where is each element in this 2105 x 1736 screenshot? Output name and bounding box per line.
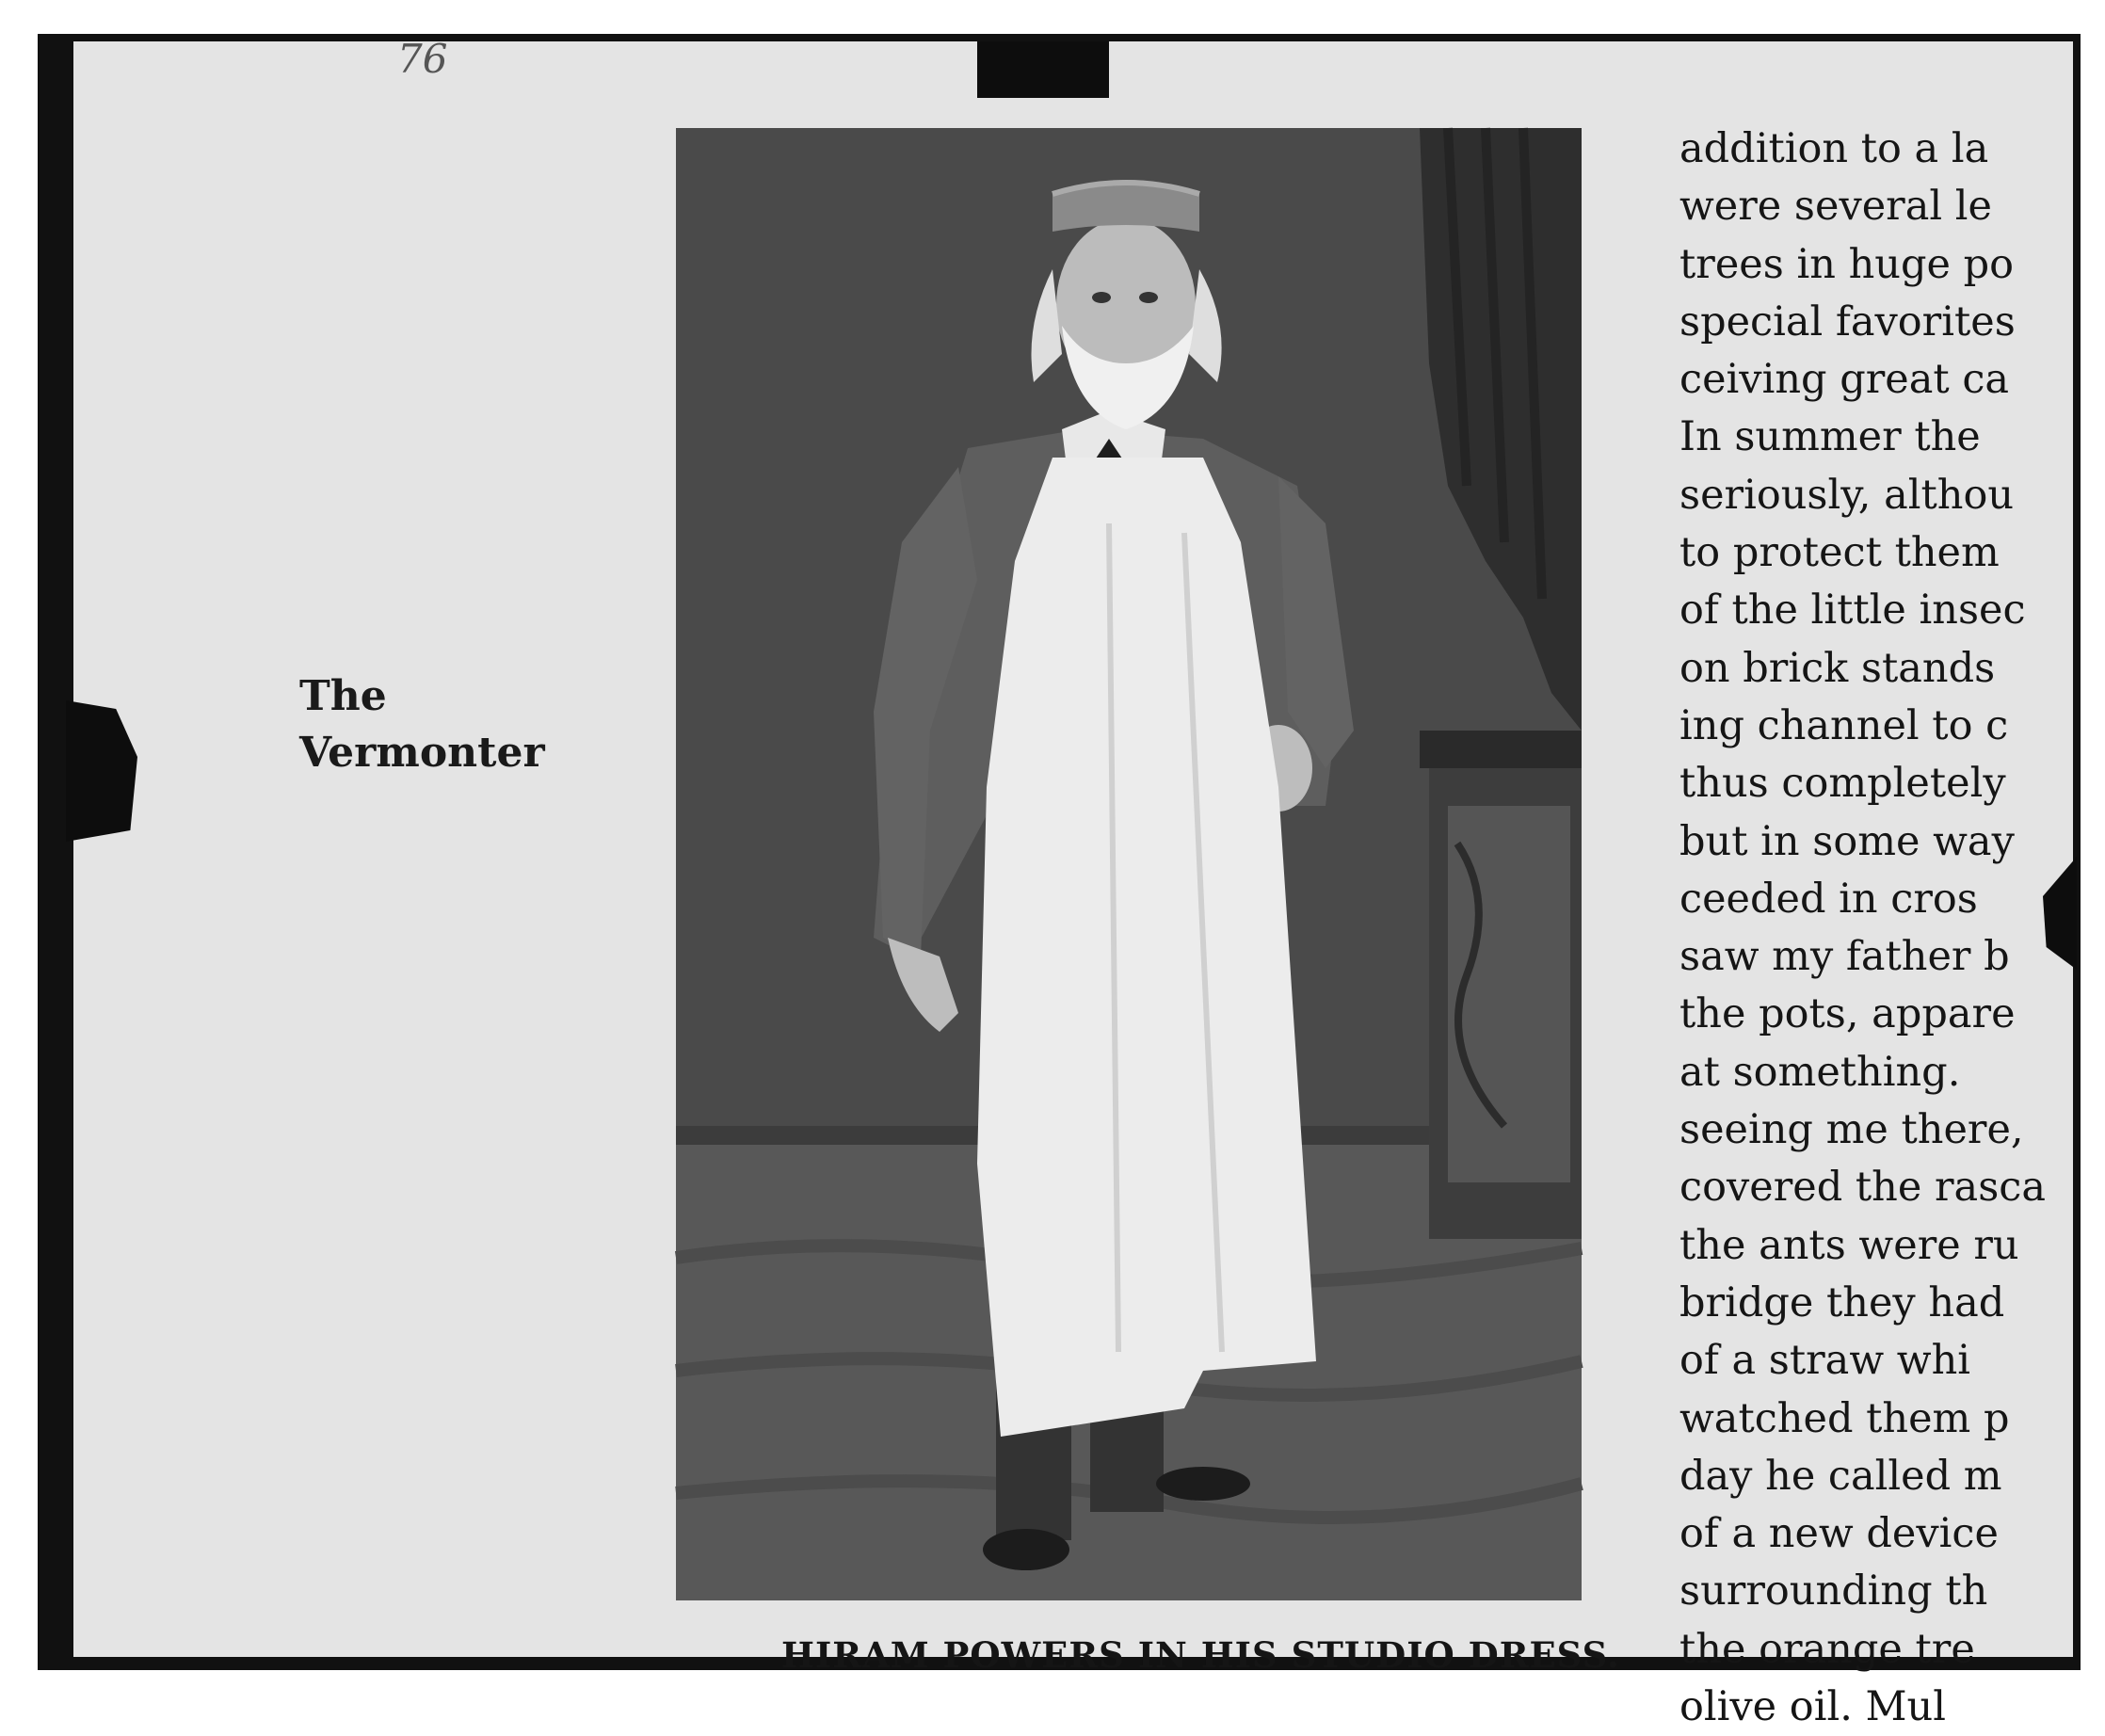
text-line: were several le — [1679, 183, 1992, 231]
text-line: seeing me there, — [1679, 1106, 2024, 1154]
masthead-line-2: Vermonter — [299, 729, 545, 777]
text-line: surrounding th — [1679, 1567, 1988, 1615]
text-line: the pots, appare — [1679, 990, 2016, 1038]
masthead-line-1: The — [299, 672, 387, 720]
text-line: ceiving great ca — [1679, 356, 2010, 404]
photo-caption: HIRAM POWERS IN HIS STUDIO DRESS. — [781, 1634, 1620, 1676]
clip-mark-left — [66, 700, 137, 842]
text-line: the ants were ru — [1679, 1221, 2019, 1269]
text-line: covered the rasca — [1679, 1164, 2046, 1212]
text-line: the orange tre — [1679, 1625, 1975, 1673]
printed-page — [73, 36, 2073, 1731]
text-line: to protect them — [1679, 529, 2000, 577]
text-line: trees in huge po — [1679, 240, 2015, 288]
text-line: special favorites — [1679, 297, 2016, 346]
text-line: addition to a la — [1679, 125, 1989, 172]
text-line: day he called m — [1679, 1452, 2002, 1500]
text-line: In summer the — [1679, 413, 1981, 461]
masthead-title — [299, 668, 545, 781]
text-line: ing channel to c — [1679, 701, 2009, 749]
text-line: of the little insec — [1679, 587, 2026, 635]
text-line: of a straw whi — [1679, 1337, 1971, 1385]
article-text-column — [1679, 121, 2073, 1736]
text-line: at something. — [1679, 1048, 1961, 1096]
text-line: but in some way — [1679, 817, 2015, 865]
text-line: of a new device — [1679, 1510, 1999, 1558]
clip-mark-top — [977, 41, 1109, 98]
text-line: olive oil. Mul — [1679, 1683, 1947, 1731]
text-line: seriously, althou — [1679, 471, 2015, 519]
portrait-illustration — [676, 128, 1582, 1600]
portrait-photograph — [676, 128, 1582, 1600]
text-line: ceeded in cros — [1679, 875, 1978, 923]
page-number: 76 — [397, 36, 448, 82]
text-line: on brick stands — [1679, 644, 1996, 692]
text-line: saw my father b — [1679, 933, 2010, 981]
text-line: thus completely — [1679, 760, 2006, 808]
text-line: bridge they had — [1679, 1278, 2005, 1326]
text-line: watched them p — [1679, 1394, 2010, 1442]
